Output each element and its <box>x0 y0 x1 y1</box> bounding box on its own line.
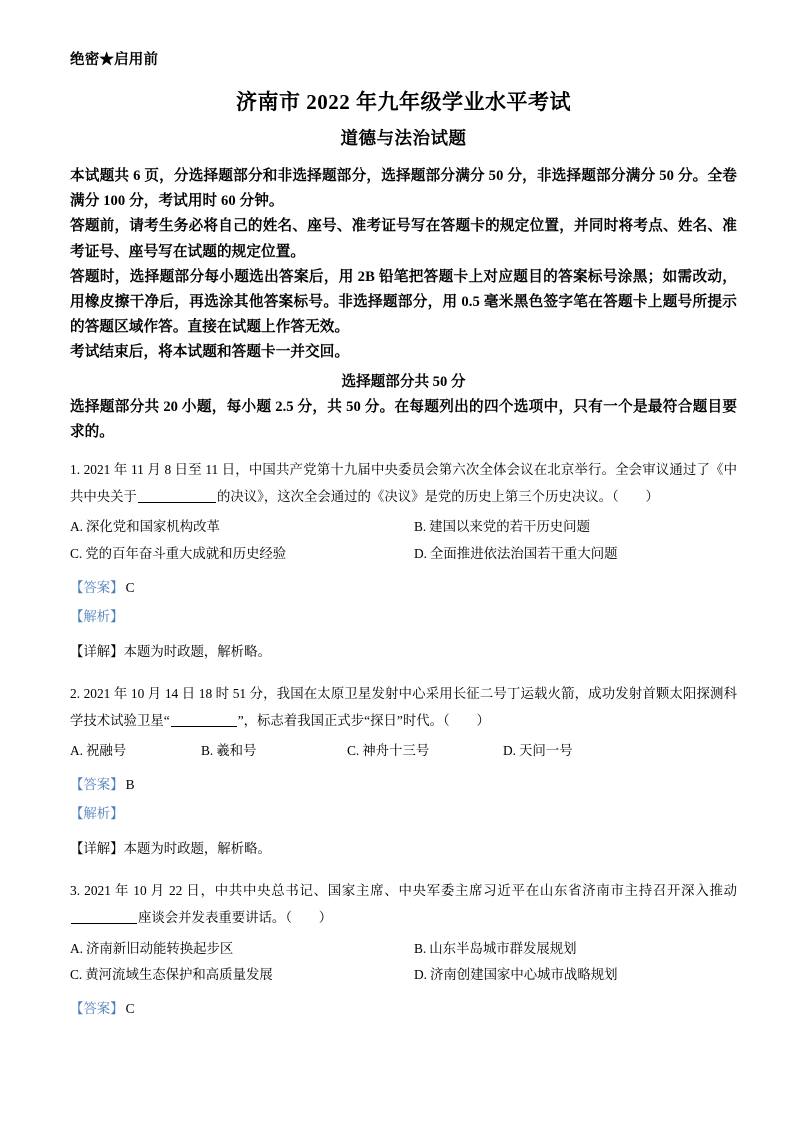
option-1-c[interactable] <box>70 541 414 568</box>
option-letter: D. <box>503 743 517 759</box>
option-2-b[interactable] <box>201 738 347 765</box>
detail-label: 【详解】 <box>70 643 124 659</box>
instruction-paragraph-4: 考试结束后，将本试题和答题卡一并交回。 <box>70 343 350 360</box>
instruction-paragraph-2: 答题前，请考生务必将自己的姓名、座号、准考证号写在答题卡的规定位置，并同时将考点、姓名、准考证号、座号写在试题的规定位置。 <box>70 218 737 260</box>
option-1-b[interactable] <box>414 514 590 541</box>
page-subtitle: 道德与法治试题 <box>340 128 467 149</box>
section-heading: 选择题部分共 50 分 <box>341 374 466 391</box>
question-block-2 <box>70 680 737 864</box>
detail-line-2 <box>70 835 737 864</box>
option-letter: C. <box>70 967 83 983</box>
fill-blank-1 <box>138 489 216 503</box>
instruction-paragraph-1: 本试题共 6 页，分选择题部分和非选择题部分，选择题部分满分 50 分，非选择题部分满分 50 分。全卷满分 100 分，考试用时 60 分钟。 <box>70 168 737 210</box>
question-stem-text-2b: ”，标志着我国正式步“探日”时代。（ ） <box>237 712 490 728</box>
question-number-3: 3. <box>70 882 81 898</box>
option-text: 神舟十三号 <box>362 743 430 759</box>
answer-line-2 <box>70 771 737 800</box>
option-letter: C. <box>70 546 83 562</box>
question-stem-2 <box>70 680 737 735</box>
question-stem-text-2a: 2021 年 10 月 14 日 18 时 51 分，我国在太原卫星发射中心采用长征二号丁运载火箭，成功发射首颗太阳探测科学技术试验卫星“ <box>70 685 737 728</box>
option-letter: A. <box>70 940 84 956</box>
page-title: 济南市 2022 年九年级学业水平考试 <box>236 89 571 114</box>
option-3-a[interactable] <box>70 936 414 963</box>
option-text: 天问一号 <box>519 743 573 759</box>
option-letter: A. <box>70 519 84 535</box>
spacer <box>70 866 737 877</box>
option-1-a[interactable] <box>70 514 414 541</box>
answer-line-1 <box>70 574 737 603</box>
option-text: 全面推进依法治国若干重大问题 <box>430 546 618 562</box>
option-text: 济南创建国家中心城市战略规划 <box>430 967 618 983</box>
option-letter: D. <box>414 546 428 562</box>
option-row <box>70 936 737 963</box>
question-block-3 <box>70 877 737 1024</box>
option-letter: B. <box>414 519 427 535</box>
option-letter: D. <box>414 967 428 983</box>
option-letter: A. <box>70 743 84 759</box>
instruction-paragraph-3: 答题时，选择题部分每小题选出答案后，用 2B 铅笔把答题卡上对应题目的答案标号涂黑；如需改动，用橡皮擦干净后，再选涂其他答案标号。非选择题部分，用 0.5 毫米黑色签字笔在答题卡上题号所提示的答题区域作答。直接在试题上作答无效。 <box>70 268 737 335</box>
option-2-a[interactable] <box>70 738 201 765</box>
option-1-d[interactable] <box>414 541 618 568</box>
answer-value: C <box>125 580 135 596</box>
option-text: 深化党和国家机构改革 <box>86 519 220 535</box>
option-row <box>70 541 737 568</box>
option-letter: B. <box>201 743 214 759</box>
option-3-d[interactable] <box>414 962 618 989</box>
question-stem-text-1b: 的决议》，这次全会通过的《决议》是党的历史上第三个历史决议。（ ） <box>216 488 659 504</box>
options-list-1 <box>70 514 737 568</box>
option-text: 羲和号 <box>216 743 257 759</box>
question-stem-1 <box>70 456 737 511</box>
secret-notice: 绝密★启用前 <box>70 52 159 68</box>
option-3-c[interactable] <box>70 962 414 989</box>
answer-value: B <box>125 777 135 793</box>
question-number-1: 1. <box>70 461 81 477</box>
options-list-3 <box>70 936 737 990</box>
analysis-line-1 <box>70 603 737 632</box>
fill-blank-3 <box>71 910 137 924</box>
analysis-label: 【解析】 <box>70 608 124 624</box>
option-letter: C. <box>347 743 360 759</box>
answer-label: 【答案】 <box>70 580 124 596</box>
question-stem-text-3b: 座谈会并发表重要讲话。（ ） <box>138 910 333 926</box>
detail-text: 本题为时政题，解析略。 <box>123 643 271 659</box>
option-row <box>70 514 737 541</box>
question-stem-text-1a: 2021 年 11 月 8 日至 11 日，中国共产党第十九届中央委员会第六次全体会议在北京举行。全会审议通过了《中共中央关于 <box>70 461 737 504</box>
instructions-block <box>70 164 737 365</box>
option-text: 党的百年奋斗重大成就和历史经验 <box>85 546 287 562</box>
option-3-b[interactable] <box>414 936 577 963</box>
question-block-1 <box>70 456 737 667</box>
option-text: 济南新旧动能转换起步区 <box>86 940 234 956</box>
spacer <box>70 669 737 680</box>
option-text: 建国以来党的若干历史问题 <box>429 519 590 535</box>
detail-label: 【详解】 <box>70 840 124 856</box>
option-text: 山东半岛城市群发展规划 <box>429 940 577 956</box>
section-intro: 选择题部分共 20 小题，每小题 2.5 分，共 50 分。在每题列出的四个选项中，只有一个是最符合题目要求的。 <box>70 399 737 441</box>
question-stem-text-3a: 2021 年 10 月 22 日，中共中央总书记、国家主席、中央军委主席习近平在山东省济南市主持召开深入推动 <box>84 882 737 898</box>
option-text: 黄河流域生态保护和高质量发展 <box>85 967 273 983</box>
option-letter: B. <box>414 940 427 956</box>
detail-text: 本题为时政题，解析略。 <box>123 840 271 856</box>
analysis-label: 【解析】 <box>70 806 124 822</box>
answer-line-3 <box>70 995 737 1024</box>
answer-label: 【答案】 <box>70 1001 124 1017</box>
fill-blank-2 <box>171 713 237 727</box>
option-2-c[interactable] <box>347 738 503 765</box>
analysis-line-2 <box>70 800 737 829</box>
option-row <box>70 962 737 989</box>
option-text: 祝融号 <box>86 743 127 759</box>
options-list-2 <box>70 738 737 765</box>
option-2-d[interactable] <box>503 738 573 765</box>
question-number-2: 2. <box>70 685 81 701</box>
detail-line-1 <box>70 638 737 667</box>
answer-value: C <box>125 1001 135 1017</box>
answer-label: 【答案】 <box>70 777 124 793</box>
question-stem-3 <box>70 877 737 932</box>
